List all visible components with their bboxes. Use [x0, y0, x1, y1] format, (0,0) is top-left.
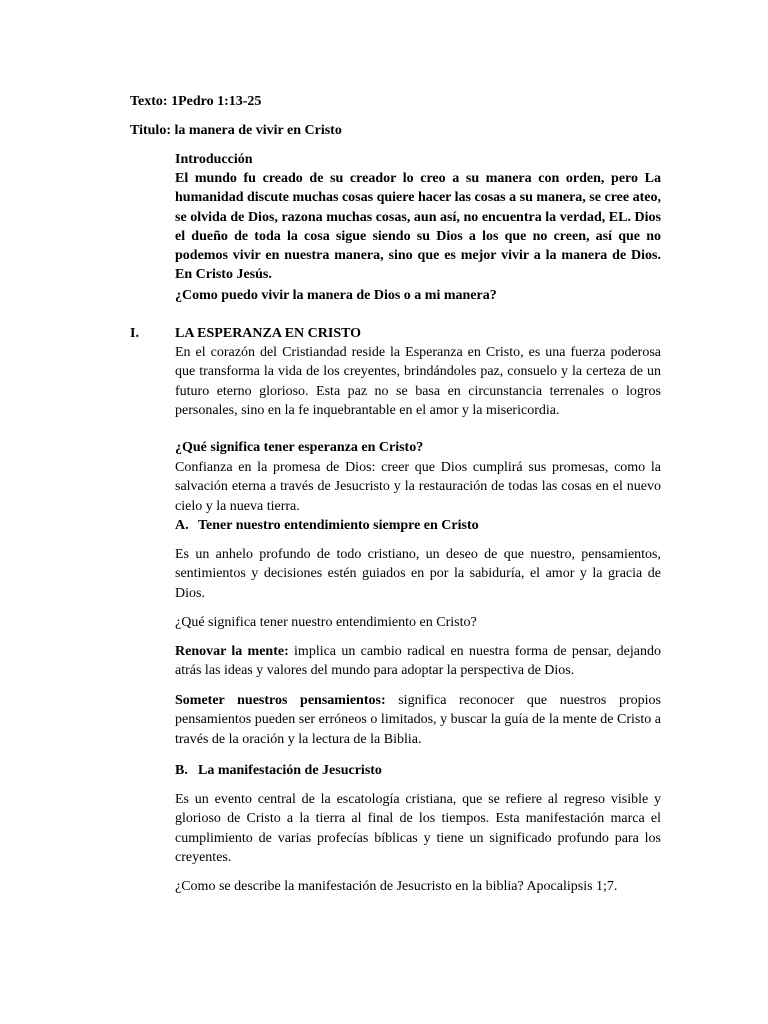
- subA-paragraph: Es un anhelo profundo de todo cristiano, un deseo de que nuestro, pensamientos, sentimientos y decisiones estén guiados en por la sabiduría, el amor y la gracia de Dios.: [175, 547, 661, 601]
- titulo-value: la manera de vivir en Cristo: [174, 123, 342, 138]
- subB-title: La manifestación de Jesucristo: [198, 763, 382, 778]
- renovar-paragraph: [175, 642, 661, 681]
- section1-question: ¿Qué significa tener esperanza en Cristo?: [175, 440, 424, 455]
- someter-text: significa reconocer que nuestros propios pensamientos pueden ser erróneos o limitados, y buscar la guía de la mente de Cristo a través de la oración y la lectura de la Biblia.: [175, 693, 661, 747]
- someter-label: Someter nuestros pensamientos:: [175, 693, 386, 708]
- intro-question: ¿Como puedo vivir la manera de Dios o a mi manera?: [175, 288, 497, 303]
- titulo-line: [130, 121, 342, 140]
- section1-paragraph: En el corazón del Cristiandad reside la Esperanza en Cristo, es una fuerza poderosa que transforma la vida de los creyentes, brindándoles paz, consuelo y la certeza de un futuro eterno glorioso. Esta paz no se basa en circunstancia terrenales o logros personales, sino en la fe inquebrantable en el amor y la misericordia.: [175, 345, 661, 418]
- subA-title: Tener nuestro entendimiento siempre en Cristo: [198, 518, 479, 533]
- intro-body: El mundo fu creado de su creador lo creo a su manera con orden, pero La humanidad discute muchas cosas quiere hacer las cosas a su manera, se cree ateo, se olvida de Dios, razona muchas cosas, aun así, no encuentra la verdad, EL. Dios el dueño de toda la cosa sigue siendo su Dios a los que no creen, así que no podemos vivir en nuestra manera, sino que es mejor vivir a la manera de Dios. En Cristo Jesús.: [175, 171, 661, 283]
- section1-numeral: I.: [130, 326, 139, 341]
- renovar-text: implica un cambio radical en nuestra forma de pensar, dejando atrás las ideas y valores del mundo para adoptar la perspectiva de Dios.: [175, 644, 661, 679]
- texto-label: Texto:: [130, 94, 168, 109]
- intro-heading: Introducción: [175, 152, 253, 167]
- section1-title: LA ESPERANZA EN CRISTO: [175, 326, 362, 341]
- subB-paragraph: Es un evento central de la escatología cristiana, que se refiere al regreso visible y glorioso de Cristo a la tierra al final de los tiempos. Esta manifestación marca el cumplimiento de varias profecías bíblicas y tiene un significado profundo para los creyentes.: [175, 792, 661, 865]
- someter-paragraph: [175, 691, 661, 749]
- subA-question: ¿Qué significa tener nuestro entendimiento en Cristo?: [175, 615, 477, 630]
- subB-letter: B.: [175, 763, 188, 778]
- texto-value: 1Pedro 1:13-25: [171, 94, 262, 109]
- renovar-label: Renovar la mente:: [175, 644, 289, 659]
- section1-answer: Confianza en la promesa de Dios: creer que Dios cumplirá sus promesas, como la salvación eterna a través de Jesucristo y la restauración de todas las cosas en el nuevo cielo y la nueva tierra.: [175, 460, 661, 514]
- subA-letter: A.: [175, 518, 189, 533]
- subB-question: ¿Como se describe la manifestación de Jesucristo en la biblia? Apocalipsis 1;7.: [175, 879, 618, 894]
- texto-line: [130, 92, 261, 111]
- titulo-label: Titulo:: [130, 123, 171, 138]
